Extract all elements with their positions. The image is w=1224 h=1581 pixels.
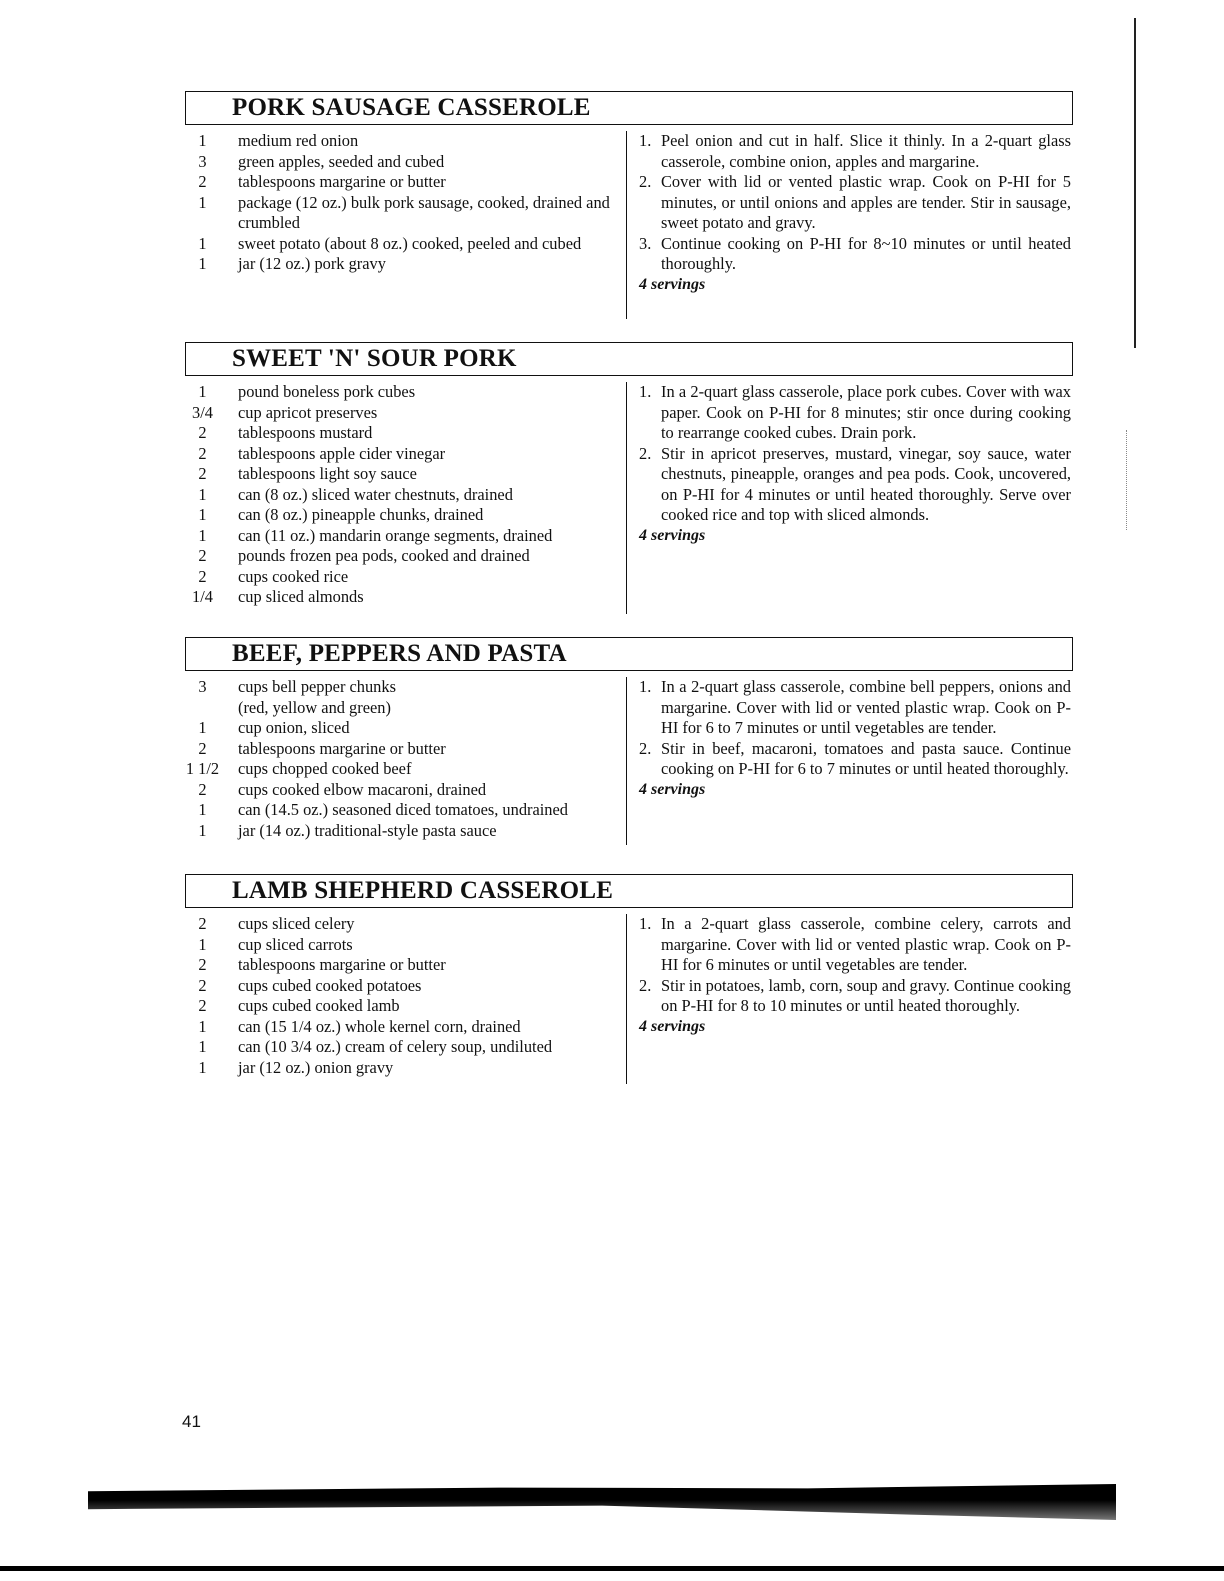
- ingredient-item: cup sliced almonds: [238, 587, 364, 606]
- recipe-title: PORK SAUSAGE CASSEROLE: [232, 94, 591, 121]
- ingredient-row: [185, 718, 625, 739]
- ingredient-item: cup onion, sliced: [238, 718, 350, 737]
- ingredient-qty: 1: [198, 934, 207, 954]
- ingredient-qty: 1: [198, 820, 207, 840]
- step-number: 2.: [639, 172, 652, 191]
- ingredient-row: [185, 193, 625, 234]
- ingredient-qty: 1: [198, 382, 207, 401]
- ingredient-qty: 1: [198, 1016, 207, 1036]
- step-item: [639, 172, 1071, 234]
- step-item: [639, 131, 1071, 172]
- ingredient-qty: 3: [198, 151, 207, 171]
- ingredient-row: [185, 546, 625, 567]
- ingredient-item: cups cooked rice: [238, 566, 349, 586]
- ingredient-row: [185, 444, 625, 465]
- ingredient-row: [185, 677, 625, 698]
- recipe-sweet-n-sour-pork: [185, 342, 1073, 606]
- step-text: Stir in beef, macaroni, tomatoes and pasta sauce. Continue cooking on P-HI for 6 to 7 minutes or until heated thoroughly.: [661, 738, 1071, 778]
- ingredient-row: [185, 996, 625, 1017]
- ingredient-row: [185, 1017, 625, 1038]
- ingredient-qty: 1: [198, 1057, 207, 1077]
- ingredient-qty: 2: [198, 464, 207, 483]
- ingredient-row: [185, 485, 625, 506]
- step-item: [639, 677, 1071, 739]
- step-list: [639, 677, 1071, 800]
- ingredient-item: medium red onion: [238, 131, 359, 150]
- scan-edge-band: [88, 1484, 1116, 1520]
- step-number: 2.: [639, 443, 652, 463]
- margin-specks: [1126, 430, 1128, 530]
- ingredient-qty: 2: [198, 738, 207, 758]
- ingredient-qty: 1: [198, 505, 207, 524]
- ingredient-item: green apples, seeded and cubed: [238, 151, 445, 171]
- recipe-title: BEEF, PEPPERS AND PASTA: [232, 640, 567, 667]
- ingredient-row: [185, 821, 625, 842]
- ingredient-item: can (8 oz.) sliced water chestnuts, drained: [238, 484, 513, 504]
- ingredient-item: pound boneless pork cubes: [238, 382, 416, 401]
- ingredient-qty: 2: [198, 443, 207, 463]
- ingredient-qty: 2: [198, 546, 207, 565]
- ingredient-row: [185, 152, 625, 173]
- step-text: Cover with lid or vented plastic wrap. Cook on P-HI for 5 minutes, or until onions and apples are tender. Stir in sausage, sweet potato and gravy.: [661, 172, 1071, 232]
- ingredient-item: jar (12 oz.) onion gravy: [238, 1057, 394, 1077]
- step-item: [639, 382, 1071, 444]
- ingredient-row: [185, 759, 625, 780]
- ingredient-row: [185, 172, 625, 193]
- ingredient-list: [185, 131, 625, 275]
- step-text: In a 2-quart glass casserole, place pork cubes. Cover with wax paper. Cook on P-HI for 8 minutes; stir once during cooking to rearrange cooked cubes. Drain pork.: [661, 382, 1071, 442]
- ingredient-row: [185, 955, 625, 976]
- ingredient-row: [185, 914, 625, 935]
- servings-label: 4 servings: [639, 780, 706, 798]
- step-list: [639, 914, 1071, 1037]
- ingredient-list: [185, 677, 625, 841]
- ingredient-item: tablespoons margarine or butter: [238, 172, 446, 191]
- ingredient-row: [185, 698, 625, 719]
- ingredient-item: jar (14 oz.) traditional-style pasta sauce: [238, 820, 497, 840]
- ingredient-row: [185, 587, 625, 608]
- ingredient-item: tablespoons apple cider vinegar: [238, 443, 446, 463]
- ingredient-row: [185, 935, 625, 956]
- ingredient-qty: 3: [198, 677, 207, 696]
- ingredient-item: can (10 3/4 oz.) cream of celery soup, undiluted: [238, 1037, 553, 1056]
- step-number: 2.: [639, 738, 652, 758]
- ingredient-item: can (8 oz.) pineapple chunks, drained: [238, 505, 484, 524]
- ingredient-list: [185, 382, 625, 608]
- step-text: In a 2-quart glass casserole, combine bell peppers, onions and margarine. Cover with lid or vented plastic wrap. Cook on P-HI for 6 to 7 minutes or until vegetables are tender.: [661, 677, 1071, 737]
- ingredient-qty: 1 1/2: [185, 759, 220, 778]
- recipe-beef-peppers-and-pasta: [185, 637, 1073, 840]
- page-number: 41: [182, 1412, 201, 1431]
- ingredient-row: [185, 505, 625, 526]
- ingredient-item: cups bell pepper chunks: [238, 677, 396, 696]
- step-item: [639, 234, 1071, 275]
- ingredient-item: can (11 oz.) mandarin orange segments, drained: [238, 525, 553, 545]
- ingredient-qty: 3/4: [192, 402, 213, 422]
- ingredient-item: cups cubed cooked lamb: [238, 996, 400, 1015]
- step-list: [639, 131, 1071, 295]
- ingredient-qty: 2: [198, 172, 207, 191]
- column-divider: [626, 382, 627, 614]
- ingredient-row: [185, 567, 625, 588]
- ingredient-item: jar (12 oz.) pork gravy: [238, 254, 386, 273]
- step-number: 1.: [639, 677, 652, 696]
- recipe-title: LAMB SHEPHERD CASSEROLE: [232, 877, 614, 904]
- step-number: 1.: [639, 382, 652, 401]
- ingredient-row: [185, 423, 625, 444]
- step-item: [639, 444, 1071, 526]
- ingredient-item: cup apricot preserves: [238, 402, 378, 422]
- step-list: [639, 382, 1071, 546]
- ingredient-item: cups cooked elbow macaroni, drained: [238, 779, 487, 799]
- ingredient-item: pounds frozen pea pods, cooked and drained: [238, 546, 530, 565]
- step-text: Continue cooking on P-HI for 8~10 minutes or until heated thoroughly.: [661, 233, 1071, 273]
- ingredient-row: [185, 526, 625, 547]
- ingredient-qty: 2: [198, 779, 207, 799]
- step-item: [639, 914, 1071, 976]
- column-divider: [626, 677, 627, 845]
- step-text: Peel onion and cut in half. Slice it thinly. In a 2-quart glass casserole, combine onion, apples and margarine.: [661, 131, 1071, 171]
- ingredient-list: [185, 914, 625, 1078]
- ingredient-row: [185, 780, 625, 801]
- step-text: Stir in potatoes, lamb, corn, soup and gravy. Continue cooking on P-HI for 8 to 10 minutes or until heated thoroughly.: [661, 975, 1072, 1015]
- ingredient-qty: 1: [198, 484, 207, 504]
- recipe-title-box: [185, 91, 1073, 125]
- ingredient-item: tablespoons margarine or butter: [238, 738, 446, 758]
- step-text: In a 2-quart glass casserole, combine celery, carrots and margarine. Cover with lid or vented plastic wrap. Cook on P-HI for 6 minutes or until vegetables are tender.: [661, 914, 1071, 974]
- step-number: 1.: [639, 131, 652, 150]
- ingredient-item: (red, yellow and green): [238, 697, 391, 717]
- ingredient-item: cup sliced carrots: [238, 934, 353, 954]
- ingredient-qty: 1: [198, 192, 207, 212]
- recipe-title-box: [185, 637, 1073, 671]
- ingredient-row: [185, 131, 625, 152]
- servings-label: 4 servings: [639, 526, 706, 544]
- ingredient-qty: 2: [198, 955, 207, 974]
- ingredient-qty: 1: [198, 1037, 207, 1056]
- ingredient-row: [185, 254, 625, 275]
- ingredient-qty: 1: [198, 525, 207, 545]
- ingredient-item: cups chopped cooked beef: [238, 759, 412, 778]
- ingredient-row: [185, 403, 625, 424]
- step-number: 1.: [639, 914, 652, 933]
- ingredient-qty: 1: [198, 718, 207, 737]
- step-item: [639, 739, 1071, 780]
- step-item: [639, 976, 1071, 1017]
- recipe-title-box: [185, 874, 1073, 908]
- ingredient-row: [185, 1058, 625, 1079]
- step-number: 2.: [639, 975, 652, 995]
- ingredient-item: can (15 1/4 oz.) whole kernel corn, drained: [238, 1016, 521, 1036]
- ingredient-item: cups sliced celery: [238, 914, 355, 933]
- ingredient-item: tablespoons margarine or butter: [238, 955, 446, 974]
- ingredient-row: [185, 739, 625, 760]
- recipe-pork-sausage-casserole: [185, 91, 1073, 293]
- ingredient-qty: 2: [198, 996, 207, 1015]
- scan-bottom-line: [0, 1566, 1224, 1571]
- ingredient-qty: 1: [198, 800, 207, 819]
- step-number: 3.: [639, 233, 652, 253]
- ingredient-row: [185, 800, 625, 821]
- recipe-title-box: [185, 342, 1073, 376]
- ingredient-item: can (14.5 oz.) seasoned diced tomatoes, undrained: [238, 800, 568, 819]
- column-divider: [626, 914, 627, 1084]
- servings-label: 4 servings: [639, 275, 706, 293]
- ingredient-qty: 2: [198, 914, 207, 933]
- ingredient-row: [185, 382, 625, 403]
- ingredient-qty: 1/4: [192, 587, 213, 606]
- ingredient-item: tablespoons mustard: [238, 423, 373, 442]
- ingredient-item: package (12 oz.) bulk pork sausage, cooked, drained and crumbled: [238, 192, 610, 232]
- servings-label: 4 servings: [639, 1017, 706, 1035]
- ingredient-item: cups cubed cooked potatoes: [238, 975, 422, 995]
- ingredient-qty: 1: [198, 131, 207, 150]
- ingredient-item: sweet potato (about 8 oz.) cooked, peeled and cubed: [238, 233, 582, 253]
- ingredient-qty: [185, 698, 220, 719]
- ingredient-qty: 1: [198, 254, 207, 273]
- margin-rule: [1134, 18, 1136, 348]
- recipe-lamb-shepherd-casserole: [185, 874, 1073, 1077]
- ingredient-row: [185, 976, 625, 997]
- column-divider: [626, 131, 627, 319]
- ingredient-row: [185, 234, 625, 255]
- ingredient-qty: 2: [198, 975, 207, 995]
- ingredient-row: [185, 464, 625, 485]
- recipe-title: SWEET 'N' SOUR PORK: [232, 345, 517, 372]
- ingredient-qty: 2: [198, 566, 207, 586]
- ingredient-row: [185, 1037, 625, 1058]
- ingredient-item: tablespoons light soy sauce: [238, 464, 417, 483]
- ingredient-qty: 1: [198, 233, 207, 253]
- ingredient-qty: 2: [198, 423, 207, 442]
- step-text: Stir in apricot preserves, mustard, vinegar, soy sauce, water chestnuts, pineapple, oranges and pea pods. Cook, uncovered, on P-HI for 4 minutes or until heated thoroughly. Serve over cooked rice and top with sliced almonds.: [661, 443, 1071, 524]
